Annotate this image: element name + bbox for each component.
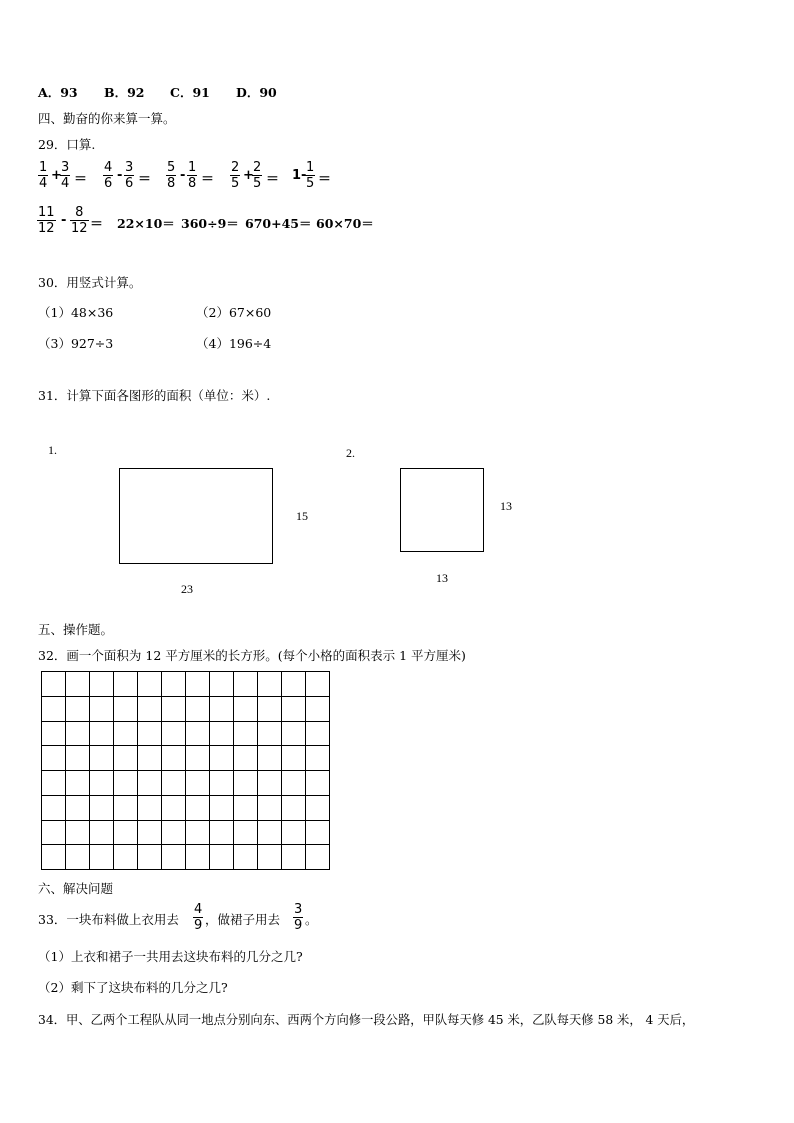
grid-line-vertical	[209, 671, 210, 870]
q30-item-2: （2）67×60	[196, 305, 272, 320]
q30-item-3: （3）927÷3	[38, 336, 114, 351]
grid-line-vertical	[65, 671, 66, 870]
fraction: $\frac{1}{4}$	[39, 160, 48, 191]
grid-line-vertical	[257, 671, 258, 870]
fraction: $\frac{3}{4}$	[61, 160, 70, 191]
fraction: $\frac{5}{8}$	[167, 160, 176, 191]
choice-b: B．92	[104, 85, 145, 100]
grid-line-vertical	[113, 671, 114, 870]
fraction: $\frac{3}{6}$	[125, 160, 134, 191]
grid-line-vertical	[281, 671, 282, 870]
section-4-title: 四、勤奋的你来算一算。	[38, 111, 176, 126]
q33-sub-2: （2）剩下了这块布料的几分之几?	[38, 980, 228, 995]
fraction: $\frac{8}{12}$	[71, 205, 88, 236]
figure-1-rectangle	[119, 468, 273, 564]
fraction: $\frac{1}{5}$	[306, 160, 315, 191]
fraction: $\frac{4}{6}$	[104, 160, 113, 191]
figure-2-label: 2.	[346, 446, 355, 460]
grid-line-vertical	[161, 671, 162, 870]
choice-a: A．93	[38, 85, 78, 100]
grid-line-vertical	[137, 671, 138, 870]
fraction: $\frac{3}{9}$	[294, 902, 303, 933]
choice-d: D．90	[236, 85, 277, 100]
choice-c: C．91	[170, 85, 210, 100]
fraction: $\frac{2}{5}$	[231, 160, 240, 191]
grid-line-vertical	[305, 671, 306, 870]
q34-question: 34．甲、乙两个工程队从同一地点分别向东、西两个方向修一段公路，甲队每天修 45 米，乙队每天修 58 米， 4 天后，	[38, 1013, 695, 1027]
section-6-title: 六、解决问题	[38, 881, 114, 896]
figure-2-square	[400, 468, 484, 552]
figure-1-width: 23	[181, 582, 193, 596]
section-5-title: 五、操作题。	[38, 622, 114, 637]
fraction: $\frac{11}{12}$	[38, 205, 55, 236]
figure-1-height: 15	[296, 509, 308, 523]
figure-1-label: 1.	[48, 443, 57, 457]
q30-item-1: （1）48×36	[38, 305, 114, 320]
q30-item-4: （4）196÷4	[196, 336, 272, 351]
grid-line-vertical	[41, 671, 42, 870]
square-grid	[41, 671, 329, 869]
grid-line-vertical	[329, 671, 330, 870]
q33-sub-1: （1）上衣和裙子一共用去这块布料的几分之几?	[38, 949, 303, 964]
fraction: $\frac{1}{8}$	[188, 160, 197, 191]
grid-line-vertical	[89, 671, 90, 870]
fraction: $\frac{2}{5}$	[253, 160, 262, 191]
fraction: $\frac{4}{9}$	[194, 902, 203, 933]
grid-line-vertical	[185, 671, 186, 870]
q32-title: 32．画一个面积为 12 平方厘米的长方形。(每个小格的面积表示 1 平方厘米)	[38, 648, 466, 663]
figure-2-height: 13	[500, 499, 512, 513]
grid-line-vertical	[233, 671, 234, 870]
q30-title: 30．用竖式计算。	[38, 275, 142, 290]
q29-title: 29．口算.	[38, 137, 96, 152]
q31-title: 31．计算下面各图形的面积（单位：米）.	[38, 388, 271, 403]
figure-2-width: 13	[436, 571, 448, 585]
